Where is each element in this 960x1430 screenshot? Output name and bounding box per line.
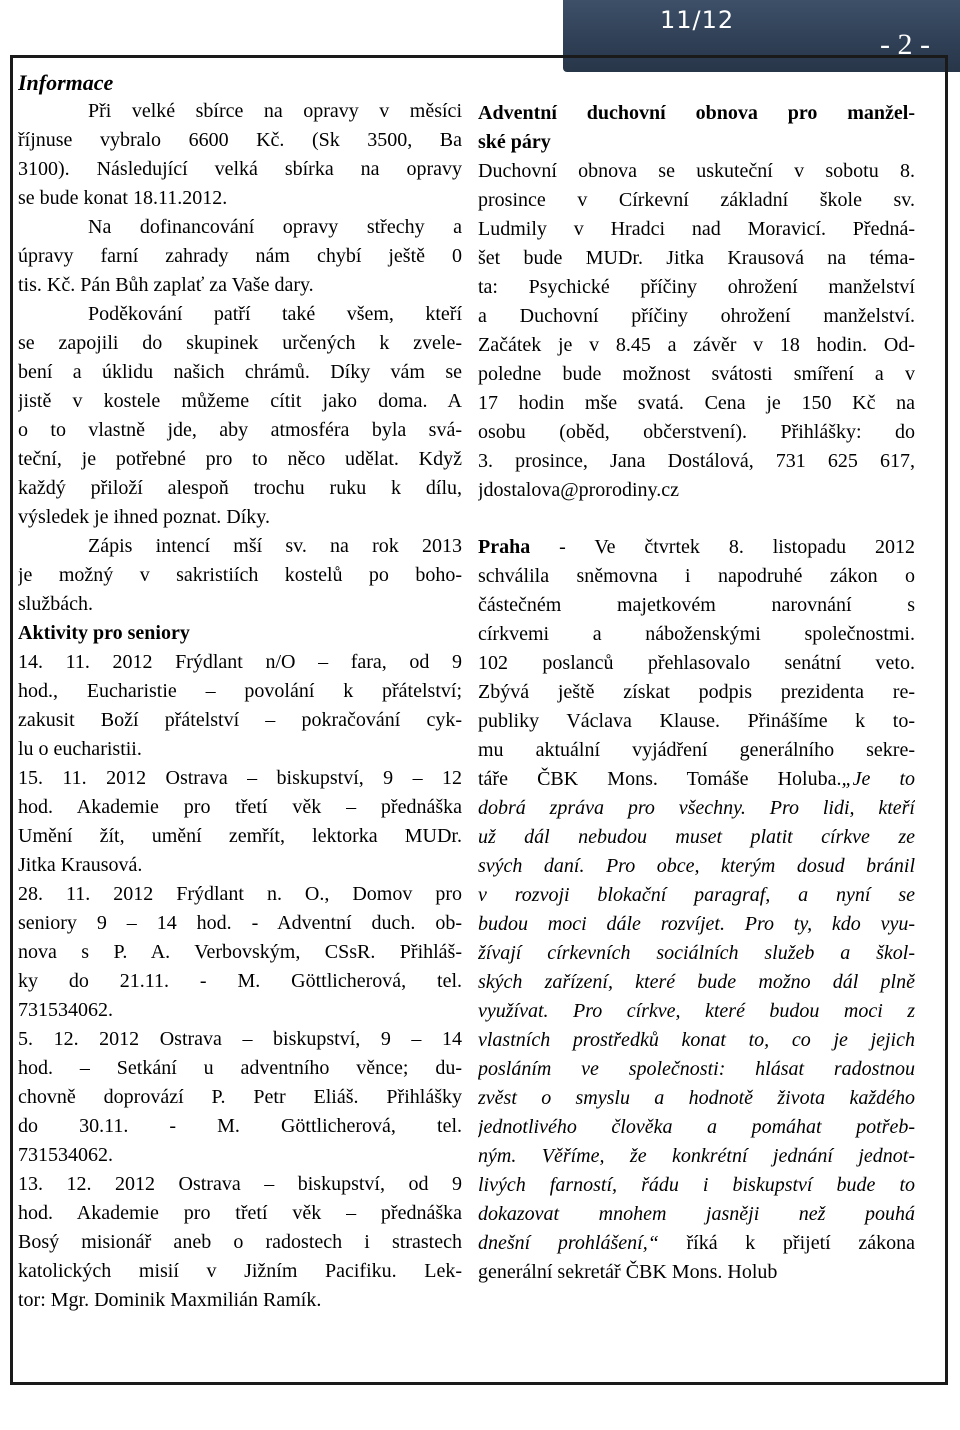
praha-article: Praha - Ve čtvrtek 8. listopadu 2012 schválila sněmovna i napodruhé zákon o částečném majetkovém narovnání s církvemi a náboženskými společnostmi. 102 poslanců přehlasovalo senátní veto. Zbývá ještě získat podpis prezidenta re- publiky Václava Klause. Přinášíme k to- mu aktuální vyjádření generálního sekre- táře ČBK Mons. Tomáše Holuba.„Je to dobrá zpráva pro všechny. Pro lidi, kteří už dál nebudou muset platit církve ze svých daní. Pro obce, kterým dosud bránil v rozvoji blokační paragraf, a nyní se budou moci dále rozvíjet. Pro ty, kdo vyu- žívají církevních sociálních služeb a škol- ských zařízení, které bude možno dál plně využívat. Pro církve, které budou moci z vlastních prostředků konat to, co je jejich posláním ve společnosti: hlásat radostnou zvěst o smyslu a hodnotě života každého jednotlivého člověka a pomáhat potřeb- ným. Věříme, že konkrétní jednání jednot- livých farností, řádu i biskupství bude to dokazovat mnohem jasněji než pouhá dnešní prohlášení,“ říká k přijetí zákona generální sekretář ČBK Mons. Holub: [478, 536, 915, 1283]
issue-number: 11/12: [660, 6, 735, 34]
info-heading: Informace: [18, 70, 114, 95]
event-item: 15. 11. 2012 Ostrava – biskupství, 9 – 12 hod. Akademie pro třetí věk – přednáška Umění žít, umění zemřít, lektorka MUDr. Jitka Krausová.: [18, 767, 462, 876]
advent-paragraph: Duchovní obnova se uskuteční v sobotu 8. prosince v Církevní základní škole sv. Ludmily v Hradci nad Moravicí. Předná- šet bude MUDr. Jitka Krausová na téma- ta: Psychické příčiny ohrožení manželství a Duchovní příčiny ohrožení manželství. Začátek je v 8.45 a závěr v 18 hodin. Od- poledne bude možnost svátosti smíření a v 17 hodin mše svatá. Cena je 150 Kč na osobu (oběd, občerstvení). Přihlášky: do 3. prosince, Jana Dostálová, 731 625 617, jdostalova@prorodiny.cz: [478, 157, 915, 505]
page-number: - 2 -: [880, 28, 930, 61]
left-column: [18, 68, 462, 1315]
advent-heading: Adventní duchovní obnova pro manžel- ské páry: [478, 102, 915, 153]
event-item: 14. 11. 2012 Frýdlant n/O – fara, od 9 hod., Eucharistie – povolání k přátelství; zakusit Boží přátelství – pokračování cyk- lu o eucharistii.: [18, 651, 462, 760]
seniors-heading: Aktivity pro seniory: [18, 622, 190, 644]
paragraph-roof: Na dofinancování opravy střechy a úpravy farní zahrady nám chybí ještě 0 tis. Kč. Pán Bůh zaplať za Vaše dary.: [18, 216, 462, 296]
contact-email: jdostalova@prorodiny.cz: [478, 479, 679, 501]
event-list: [18, 648, 462, 1315]
event-item: 28. 11. 2012 Frýdlant n. O., Domov pro seniory 9 – 14 hod. - Adventní duch. ob- nova s P. A. Verbovským, CSsR. Přihláš- ky do 21.11. - M. Göttlicherová, tel. 731534062.: [18, 883, 462, 1021]
paragraph-intentions: Zápis intencí mší sv. na rok 2013 je možný v sakristiích kostelů po boho- službách.: [18, 535, 462, 615]
praha-dateline: Praha: [478, 536, 531, 558]
right-column: [478, 99, 915, 1287]
paragraph-collection: Při velké sbírce na opravy v měsíci říjnuse vybralo 6600 Kč. (Sk 3500, Ba 3100). Následující velká sbírka na opravy se bude konat 18.11.2012.: [18, 100, 462, 209]
event-item: 5. 12. 2012 Ostrava – biskupství, 9 – 14 hod. – Setkání u adventního věnce; du- chovně doprovází P. Petr Eliáš. Přihlášky do 30.11. - M. Göttlicherová, tel. 731534062.: [18, 1028, 462, 1166]
paragraph-thanks: Poděkování patří také všem, kteří se zapojili do skupinek určených k zvele- bení a úklidu našich chrámů. Díky vám se jistě v kostele můžeme cítit jako doma. A o to vlastně jde, aby atmosféra byla svá- teční, je potřebné pro to něco udělat. Když každý přiloží alespoň trochu ruku k dílu, výsledek je ihned poznat. Díky.: [18, 303, 462, 528]
event-item: 13. 12. 2012 Ostrava – biskupství, od 9 hod. Akademie pro třetí věk – přednáška Bosý misionář aneb o radostech i strastech katolických misií v Jižním Pacifiku. Lek- tor: Mgr. Dominik Maxmilián Ramík.: [18, 1173, 462, 1311]
